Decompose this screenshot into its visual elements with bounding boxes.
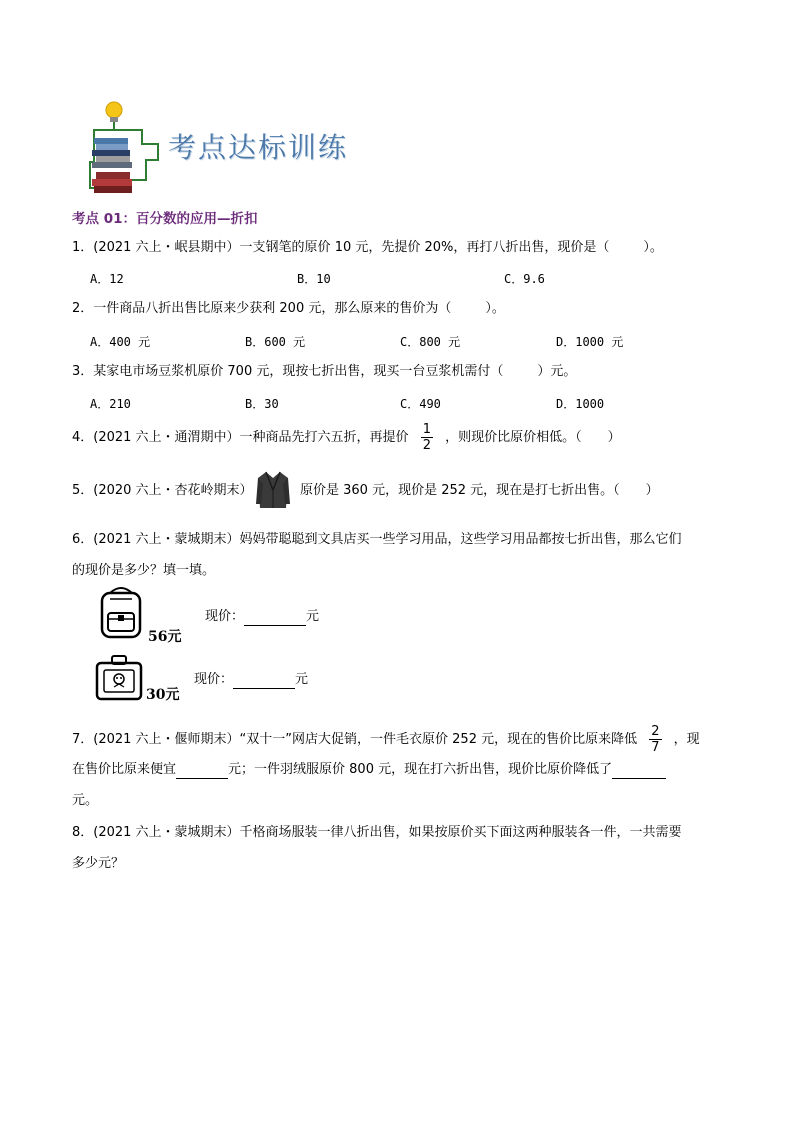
q2-option-b[interactable]: B．600 元 [245, 335, 306, 349]
fraction-one-half: $\frac{1}{2}$ [422, 422, 431, 453]
q3-option-c[interactable]: C．490 [400, 397, 441, 411]
question-1: 1．(2021 六上・岷县期中）一支钢笔的原价 10 元，先提价 20%，再打八折出售，现价是（ ）。 [72, 240, 663, 255]
question-6-line2: 的现价是多少？填一填。 [72, 563, 216, 578]
answer-blank-backpack[interactable] [244, 611, 306, 626]
question-4: 4．(2021 六上・通渭期中）一种商品先打六五折，再提价 $\frac{1}{2}$ ，则现价比原价相低。（ ） [72, 422, 621, 453]
pencil-case-image [94, 653, 144, 707]
pencil-case-now-price: 现价： 元 [194, 672, 309, 687]
question-3: 3．某家电市场豆浆机原价 700 元，现按七折出售，现买一台豆浆机需付（ ）元。 [72, 364, 577, 379]
q3-option-a[interactable]: A．210 [90, 397, 131, 411]
question-6-line1: 6．(2021 六上・蒙城期末）妈妈带聪聪到文具店买一些学习用品，这些学习用品都按七折出售，那么它们 [72, 532, 682, 547]
q1-option-c[interactable]: C．9.6 [504, 272, 545, 286]
q2-option-d[interactable]: D．1000 元 [556, 335, 624, 349]
pencil-case-price: 30元 [146, 687, 180, 703]
suit-jacket-image [256, 470, 290, 514]
q1-option-b[interactable]: B．10 [297, 272, 331, 286]
backpack-image [96, 585, 148, 645]
fraction-two-sevenths: $\frac{2}{7}$ [651, 724, 660, 755]
question-5: 5．(2020 六上・杏花岭期末） [72, 483, 253, 498]
backpack-now-price: 现价： 元 [205, 609, 320, 624]
answer-blank-down-jacket[interactable] [612, 764, 666, 779]
q1-option-a[interactable]: A．12 [90, 272, 124, 286]
books-lightbulb-logo [86, 100, 162, 196]
question-2: 2．一件商品八折出售比原来少获利 200 元，那么原来的售价为（ ）。 [72, 301, 505, 316]
answer-blank-pencil-case[interactable] [233, 674, 295, 689]
question-7-line3: 元。 [72, 793, 99, 808]
question-8-line2: 多少元？ [72, 856, 125, 871]
section-title: 考点 01：百分数的应用—折扣 [72, 211, 258, 227]
backpack-price: 56元 [148, 629, 182, 645]
question-5-rest: 原价是 360 元，现价是 252 元，现在是打七折出售。（ ） [300, 483, 659, 498]
question-7-line2: 在售价比原来便宜 元；一件羽绒服原价 800 元，现在打六折出售，现价比原价降低了 [72, 761, 666, 779]
q3-option-d[interactable]: D．1000 [556, 397, 605, 411]
q2-option-c[interactable]: C．800 元 [400, 335, 461, 349]
question-8-line1: 8．(2021 六上・蒙城期末）千格商场服装一律八折出售，如果按原价买下面这两种服装各一件，一共需要 [72, 825, 682, 840]
page-title: 考点达标训练 [168, 131, 349, 164]
q2-option-a[interactable]: A．400 元 [90, 335, 151, 349]
answer-blank-sweater[interactable] [176, 764, 228, 779]
question-7-line1: 7．(2021 六上・偃师期末）“双十一”网店大促销，一件毛衣原价 252 元，现在的售价比原来降低 $\frac{2}{7}$ ，现 [72, 724, 700, 755]
q3-option-b[interactable]: B．30 [245, 397, 279, 411]
